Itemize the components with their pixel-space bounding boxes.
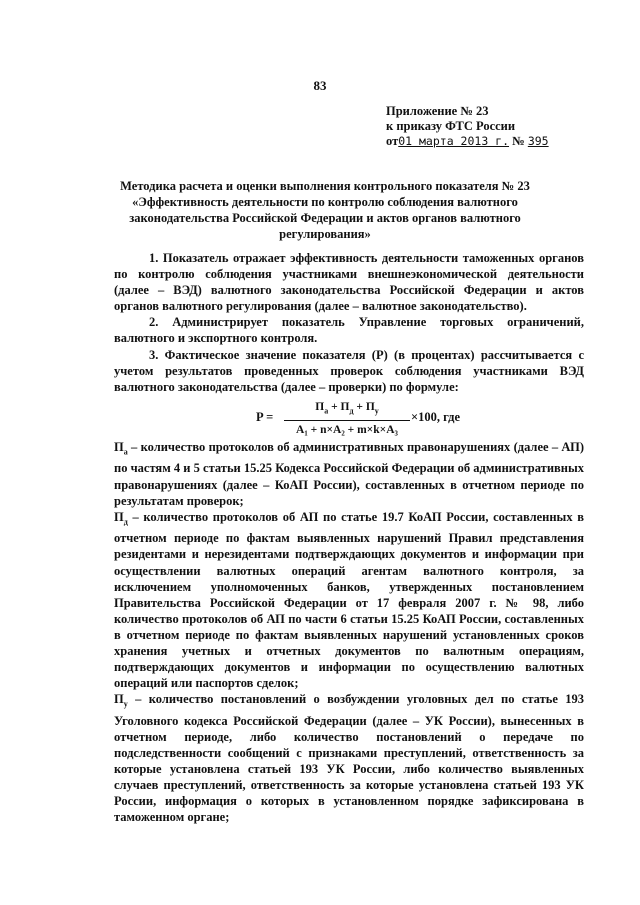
formula-rhs: ×100, где: [411, 409, 461, 424]
page-number: 83: [313, 78, 327, 93]
document-body: [114, 250, 584, 826]
annex-number: 395: [527, 134, 549, 148]
title-line-4: регулирования»: [279, 227, 371, 241]
formula-fraction: [284, 399, 410, 438]
title-line-1: Методика расчета и оценки выполнения контрольного показателя № 23: [120, 179, 530, 193]
annex-date-prefix: от: [386, 134, 399, 148]
formula-lhs: P =: [256, 409, 274, 424]
annex-number-sign: №: [512, 134, 525, 148]
paragraph-3: 3. Фактическое значение показателя (Р) (в процентах) рассчитывается с учетом результатов проведенных проверок соблюдения участниками ВЭД валютного законодательства (далее – проверки) по формуле:: [114, 347, 584, 394]
paragraph-2: 2. Администрирует показатель Управление торговых ограничений, валютного и экспортного контроля.: [114, 315, 584, 346]
definition-pa: $П_а$ – количество протоколов об административных правонарушениях (далее – АП) по частям 4 и 5 статьи 15.25 Кодекса Российской Федерации об административных правонарушениях (далее – КоАП России), составленных в отчетном периоде по результатам проверок;: [114, 439, 584, 508]
annex-title: Приложение № 23: [386, 104, 489, 118]
title-line-2: «Эффективность деятельности по контролю соблюдения валютного: [132, 195, 518, 209]
formula: [114, 399, 584, 435]
paragraph-1: 1. Показатель отражает эффективность деятельности таможенных органов по контролю соблюдения участниками внешнеэкономической деятельности (далее – ВЭД) валютного законодательства Российской Федерации и актов органов валютного регулирования (далее – валютное законодательство).: [114, 251, 584, 314]
document-title: [110, 178, 540, 242]
annex-order: к приказу ФТС России: [386, 119, 516, 133]
formula-numerator: $П_а + П_д + П_у$: [284, 399, 410, 421]
definition-pd: $П_д$ – количество протоколов об АП по статье 19.7 КоАП России, составленных в отчетном периоде по фактам выявленных нарушений Правил представления резидентами и нерезидентами подтверждающих документов и информации при осуществлении валютных операций агентам валютного контроля, за исключением уполномоченных банков, утвержденных постановлением Правительства Российской Федерации от 17 февраля 2007 г. № 98, либо количество протоколов об АП по части 6 статьи 15.25 КоАП России, составленных в отчетном периоде по фактам выявленных нарушений установленных сроков хранения учетных и отчетных документов по валютным операциям, подтверждающих документов и информации по осуществлению валютных операций или паспортов сделок;: [114, 509, 584, 691]
annex-date: 01 марта 2013 г.: [398, 134, 510, 148]
annex-block: [386, 104, 549, 149]
formula-denominator: A₁ + n×A₂ + m×k×A₃: [296, 424, 398, 437]
definition-pu: $П_у$ – количество постановлений о возбуждении уголовных дел по статье 193 Уголовного кодекса Российской Федерации (далее – УК России), вынесенных в отчетном периоде, либо количество постановлений о передаче по подследственности сообщений с признаками преступлений, ответственность за которые установлена статьей 193 УК России, либо количество выявленных случаев преступлений, ответственность за которые установлена статьей 193 УК России, информация о которых в установленном порядке зафиксирована в таможенном органе;: [114, 692, 584, 825]
annex-date-line: [386, 134, 549, 149]
title-line-3: законодательства Российской Федерации и актов органов валютного: [129, 211, 521, 225]
